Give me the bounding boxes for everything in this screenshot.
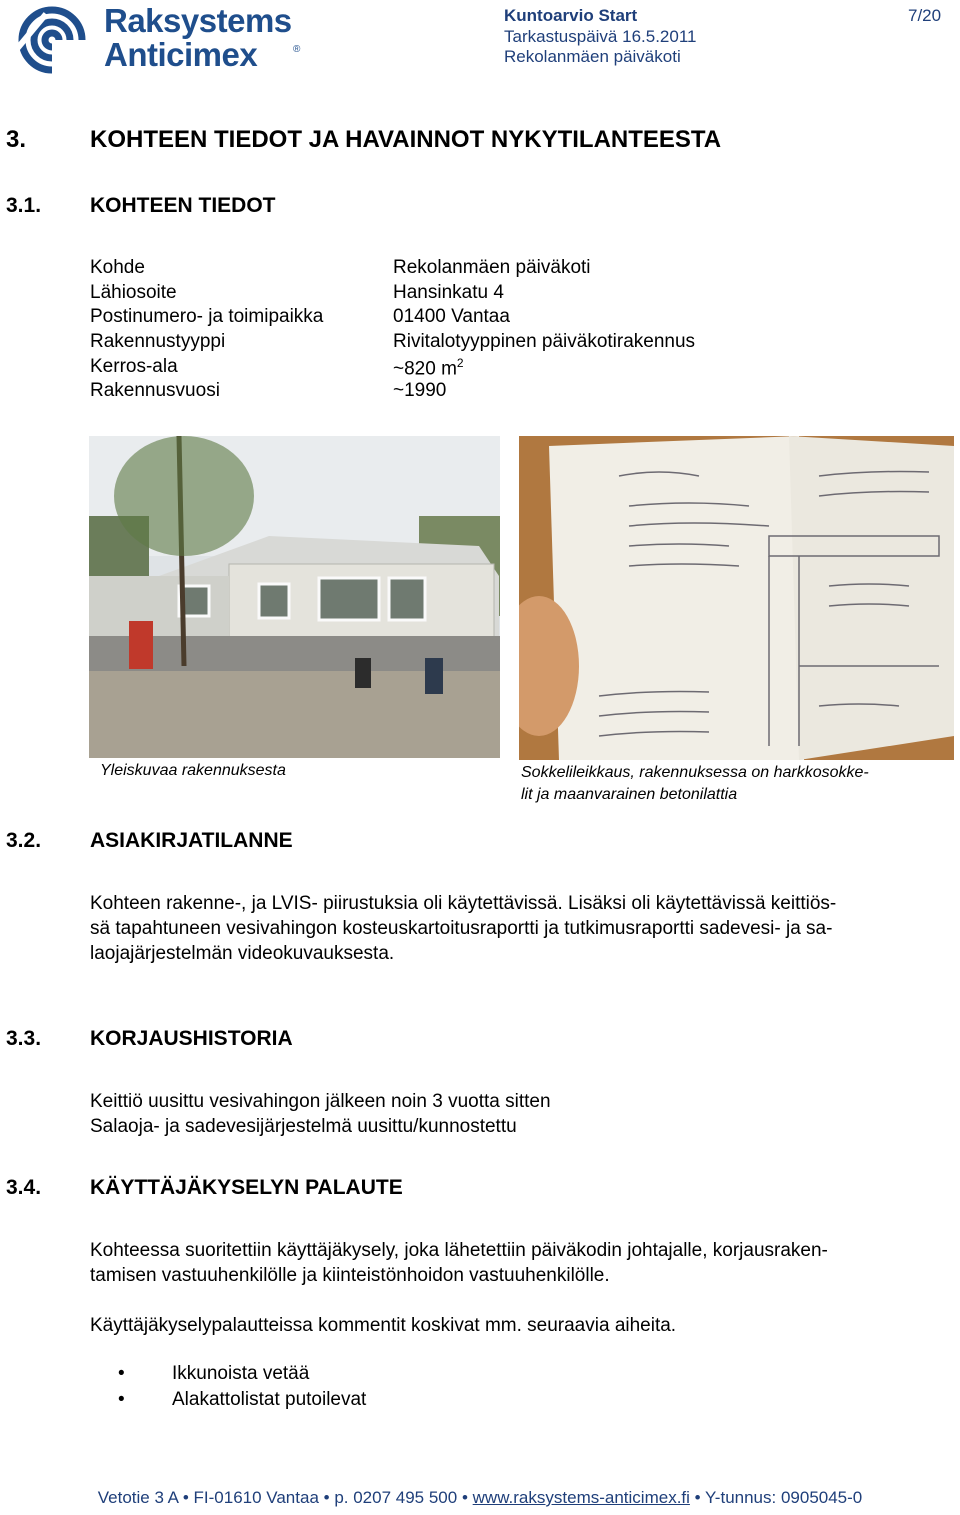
info-label-building-type: Rakennustyyppi	[90, 331, 226, 352]
info-value-building-type: Rivitalotyyppinen päiväkotirakennus	[393, 331, 696, 352]
logo-spiral-icon	[6, 4, 98, 78]
footer-separator: •	[461, 1488, 468, 1507]
footer-postal: FI-01610 Vantaa	[193, 1488, 319, 1507]
list-item: Ikkunoista vetää	[172, 1363, 310, 1384]
info-label-kohde: Kohde	[90, 257, 145, 278]
section-32-number: 3.2.	[6, 829, 42, 852]
building-photo	[89, 436, 500, 758]
section-33-number: 3.3.	[6, 1027, 42, 1050]
building-photo-caption: Yleiskuvaa rakennuksesta	[100, 762, 286, 779]
info-label-postal: Postinumero- ja toimipaikka	[90, 306, 324, 327]
repair-history-line1: Keittiö uusittu vesivahingon jälkeen noin 3 vuotta sitten	[90, 1091, 551, 1112]
page-footer	[0, 1488, 960, 1508]
sketch-caption-line2: lit ja maanvarainen betonilattia	[521, 786, 738, 803]
repair-history-line2: Salaoja- ja sadevesijärjestelmä uusittu/kunnostettu	[90, 1116, 517, 1137]
section-34-number: 3.4.	[6, 1176, 42, 1199]
info-value-year: ~1990	[393, 380, 447, 401]
section-33-title: KORJAUSHISTORIA	[90, 1027, 293, 1050]
section-31-title: KOHTEEN TIEDOT	[90, 194, 276, 217]
footer-phone: p. 0207 495 500	[334, 1488, 458, 1507]
footer-website-link[interactable]: www.raksystems-anticimex.fi	[472, 1488, 690, 1507]
logo-registered-mark: ®	[293, 44, 301, 55]
documents-line1: Kohteen rakenne-, ja LVIS- piirustuksia oli käytettävissä. Lisäksi oli käytettävissä keittiös-	[90, 893, 837, 914]
info-value-kohde: Rekolanmäen päiväkoti	[393, 257, 591, 278]
floor-area-value: ~820 m	[393, 358, 457, 380]
section-3-number: 3.	[6, 126, 27, 153]
footer-separator: •	[323, 1488, 330, 1507]
footer-business-id: Y-tunnus: 0905045-0	[705, 1488, 863, 1507]
logo-line2: Anticimex	[104, 36, 258, 73]
documents-line2: sä tapahtuneen vesivahingon kosteuskartoitusraportti ja tutkimusraportti sadevesi- ja sa-	[90, 918, 833, 939]
footer-separator: •	[694, 1488, 701, 1507]
bullet-icon: •	[118, 1363, 125, 1384]
logo-line1: Raksystems	[104, 2, 292, 39]
report-title: Kuntoarvio Start	[504, 6, 638, 25]
floor-area-sup: 2	[456, 356, 464, 370]
sketch-caption-line1: Sokkelileikkaus, rakennuksessa on harkkosokke-	[521, 764, 869, 781]
bullet-icon: •	[118, 1389, 125, 1410]
footer-separator: •	[182, 1488, 189, 1507]
documents-line3: laojajärjestelmän videokuvauksesta.	[90, 943, 395, 964]
info-label-year: Rakennusvuosi	[90, 380, 220, 401]
section-31-number: 3.1.	[6, 194, 42, 217]
info-label-address: Lähiosoite	[90, 282, 177, 303]
inspection-date: Tarkastuspäivä 16.5.2011	[504, 27, 697, 46]
list-item: Alakattolistat putoilevat	[172, 1389, 367, 1410]
info-value-floor-area	[393, 356, 464, 380]
info-value-address: Hansinkatu 4	[393, 282, 504, 303]
survey-intro: Käyttäjäkyselypalautteissa kommentit koskivat mm. seuraavia aiheita.	[90, 1315, 677, 1336]
info-value-postal: 01400 Vantaa	[393, 306, 510, 327]
survey-para-line2: tamisen vastuuhenkilölle ja kiinteistönhoidon vastuuhenkilölle.	[90, 1265, 610, 1286]
section-3-title: KOHTEEN TIEDOT JA HAVAINNOT NYKYTILANTEESTA	[90, 126, 722, 153]
survey-para-line1: Kohteessa suoritettiin käyttäjäkysely, joka lähetettiin päiväkodin johtajalle, korjausraken-	[90, 1240, 828, 1261]
info-label-floor-area: Kerros-ala	[90, 356, 178, 377]
site-name: Rekolanmäen päiväkoti	[504, 47, 681, 66]
section-32-title: ASIAKIRJATILANNE	[90, 829, 293, 852]
footer-address: Vetotie 3 A	[97, 1488, 179, 1507]
page-number: 7/20	[908, 6, 942, 25]
foundation-sketch-photo	[519, 436, 954, 760]
section-34-title: KÄYTTÄJÄKYSELYN PALAUTE	[90, 1176, 403, 1199]
